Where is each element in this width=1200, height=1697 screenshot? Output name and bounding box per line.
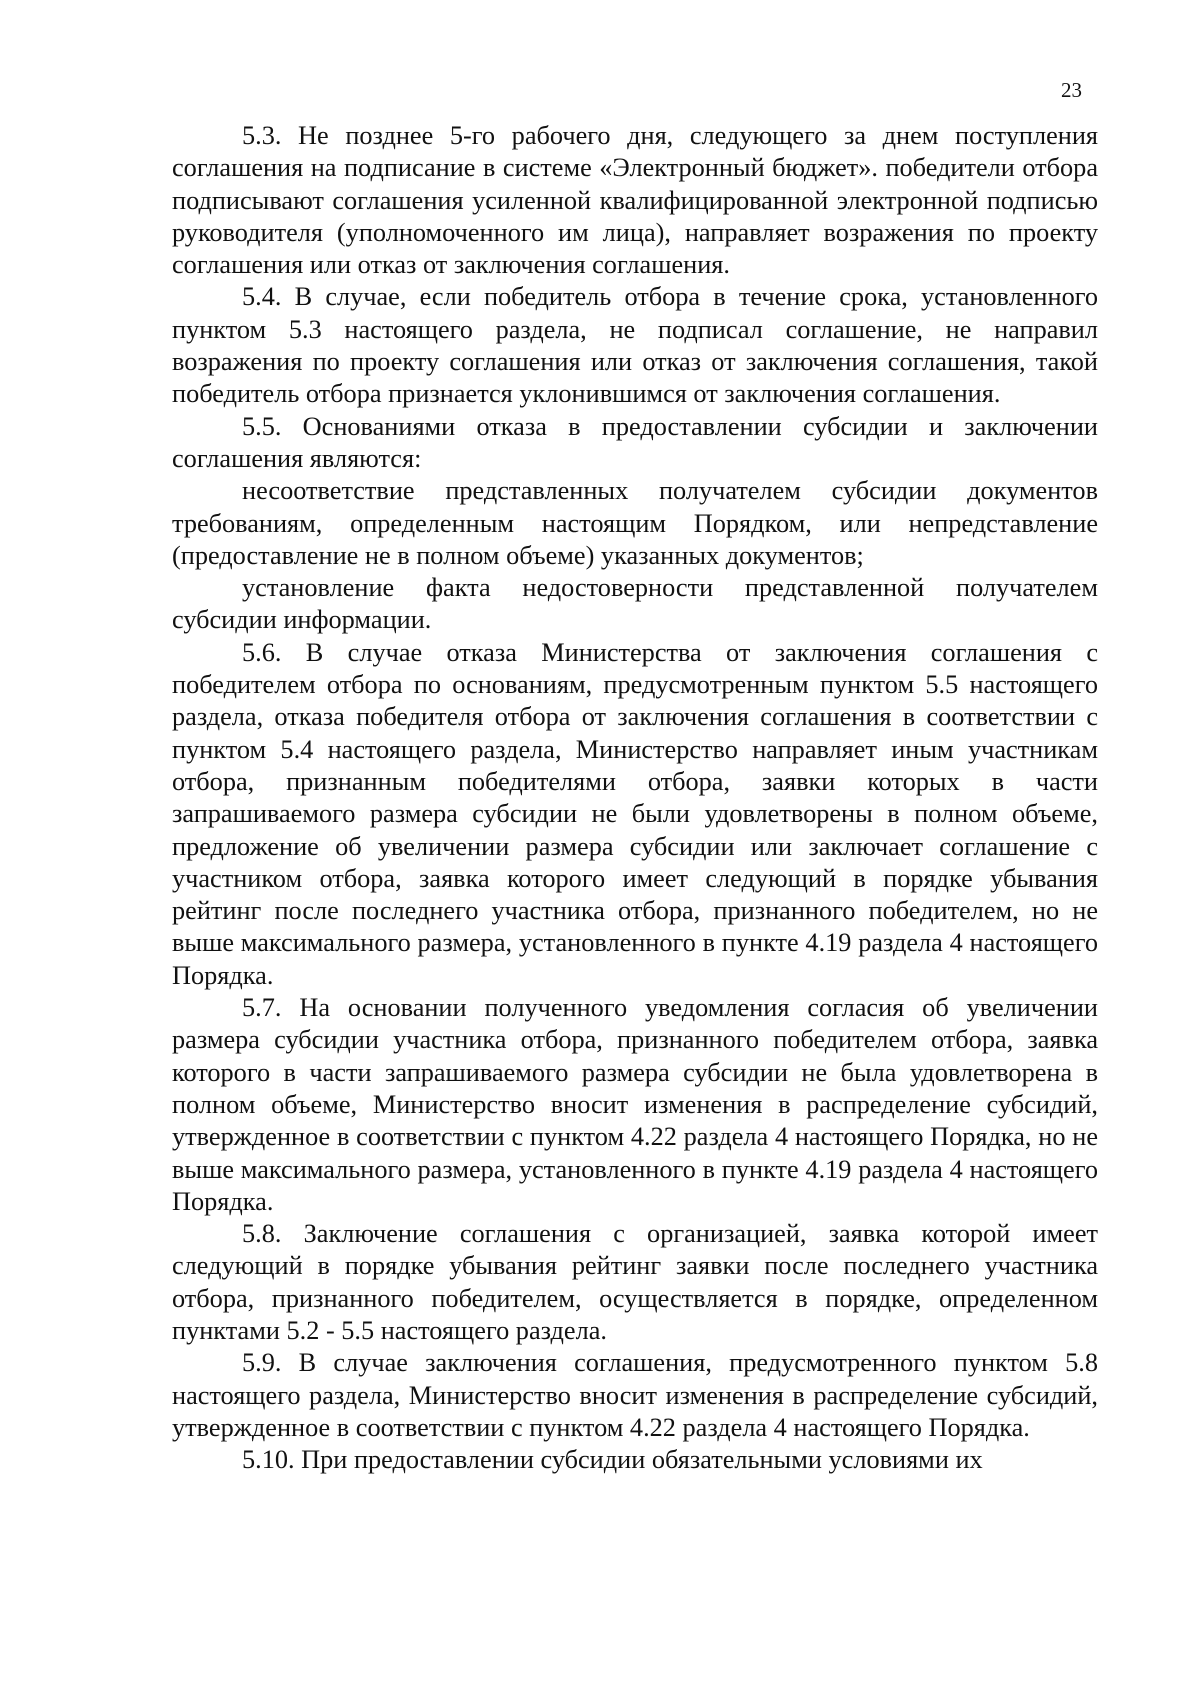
paragraph-5-4: 5.4. В случае, если победитель отбора в течение срока, установленного пунктом 5.3 настоящего раздела, не подписал соглашение, не направил возражения по проекту соглашения или отказ от заключения соглашения, такой победитель отбора признается уклонившимся от заключения соглашения. (172, 282, 1098, 409)
paragraph-5-7: 5.7. На основании полученного уведомления согласия об увеличении размера субсидии участника отбора, признанного победителем отбора, заявка которого в части запрашиваемого размера субсидии не была удовлетворена в полном объеме, Министерство вносит изменения в распределение субсидий, утвержденное в соответствии с пунктом 4.22 раздела 4 настоящего Порядка, но не выше максимального размера, установленного в пункте 4.19 раздела 4 настоящего Порядка. (172, 993, 1098, 1216)
paragraph-5-9: 5.9. В случае заключения соглашения, предусмотренного пунктом 5.8 настоящего раздела, Министерство вносит изменения в распределение субсидий, утвержденное в соответствии с пунктом 4.22 раздела 4 настоящего Порядка. (172, 1348, 1098, 1442)
document-body (172, 120, 1098, 1476)
paragraph-5-10: 5.10. При предоставлении субсидии обязательными условиями их (242, 1445, 983, 1475)
paragraph-5-5-item-1: несоответствие представленных получателем субсидии документов требованиям, определенным настоящим Порядком, или непредставление (предоставление не в полном объеме) указанных документов; (172, 476, 1098, 570)
page-number: 23 (1061, 78, 1082, 102)
paragraph-5-5-item-2: установление факта недостоверности представленной получателем субсидии информации. (172, 573, 1098, 635)
paragraph-5-6: 5.6. В случае отказа Министерства от заключения соглашения с победителем отбора по основаниям, предусмотренным пунктом 5.5 настоящего раздела, отказа победителя отбора от заключения соглашения в соответствии с пунктом 5.4 настоящего раздела, Министерство направляет иным участникам отбора, признанным победителями отбора, заявки которых в части запрашиваемого размера субсидии не были удовлетворены в полном объеме, предложение об увеличении размера субсидии или заключает соглашение с участником отбора, заявка которого имеет следующий в порядке убывания рейтинг после последнего участника отбора, признанного победителем, но не выше максимального размера, установленного в пункте 4.19 раздела 4 настоящего Порядка. (172, 637, 1098, 990)
paragraph-5-3: 5.3. Не позднее 5-го рабочего дня, следующего за днем поступления соглашения на подписание в системе «Электронный бюджет». победители отбора подписывают соглашения усиленной квалифицированной электронной подписью руководителя (уполномоченного им лица), направляет возражения по проекту соглашения или отказ от заключения соглашения. (172, 121, 1098, 280)
paragraph-5-8: 5.8. Заключение соглашения с организацией, заявка которой имеет следующий в порядке убывания рейтинг заявки после последнего участника отбора, признанного победителем, осуществляется в порядке, определенном пунктами 5.2 - 5.5 настоящего раздела. (172, 1219, 1098, 1345)
paragraph-5-5: 5.5. Основаниями отказа в предоставлении субсидии и заключении соглашения являются: (172, 411, 1098, 473)
